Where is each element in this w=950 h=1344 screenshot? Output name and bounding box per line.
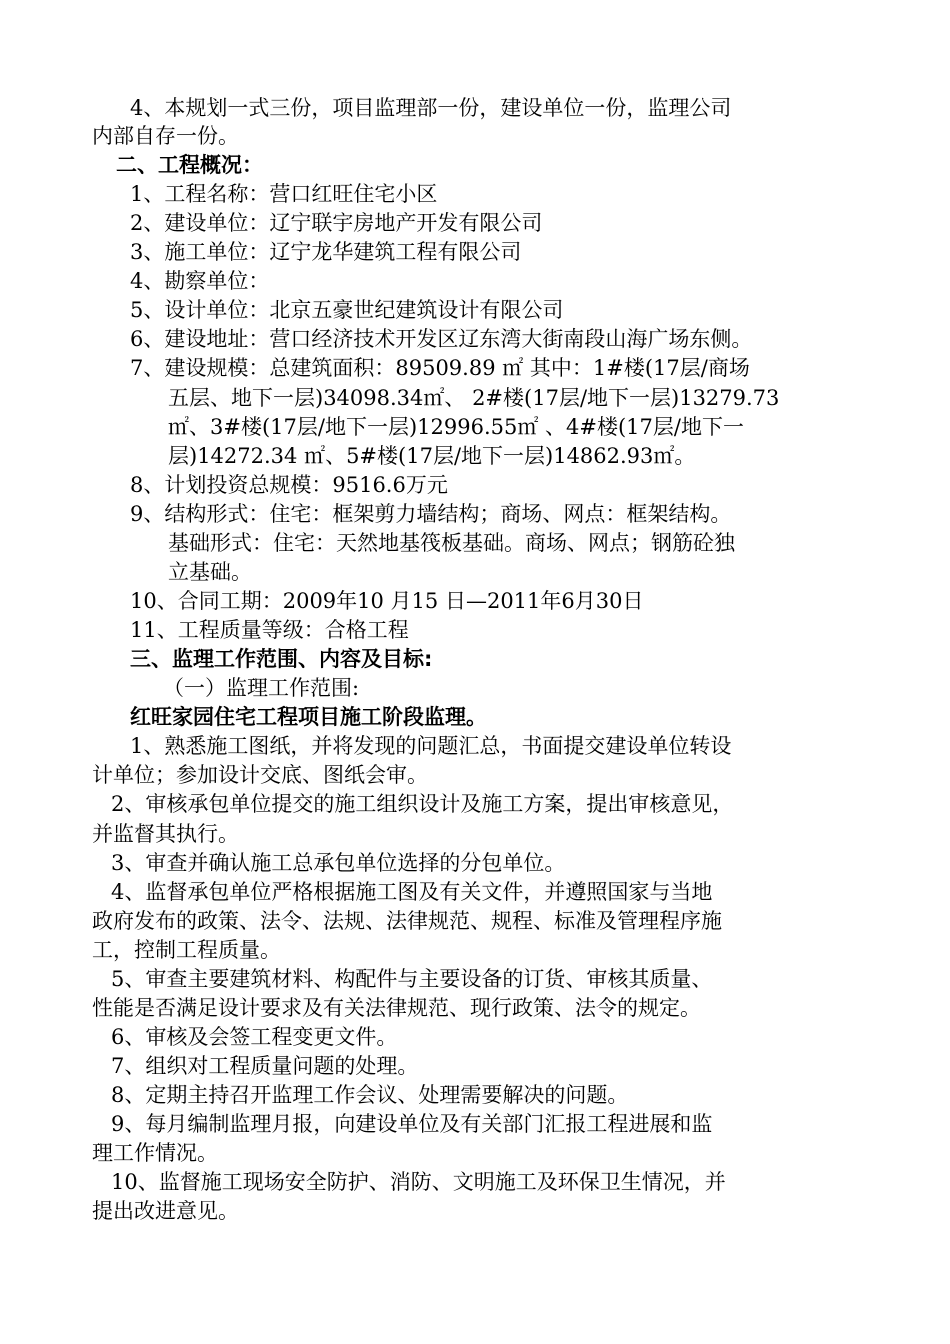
text-line-contractor: 3、施工单位：辽宁龙华建筑工程有限公司 — [130, 240, 522, 264]
text-line-designer: 5、设计单位：北京五豪世纪建筑设计有限公司 — [130, 298, 564, 322]
text-line-item4-a: 4、监督承包单位严格根据施工图及有关文件，并遵照国家与当地 — [111, 880, 713, 904]
text-line-builder: 2、建设单位：辽宁联宇房地产开发有限公司 — [130, 211, 543, 235]
text-line-item1-b: 计单位；参加设计交底、图纸会审。 — [92, 763, 428, 787]
text-line-scale-4: 层)14272.34 ㎡、5#楼(17层/地下一层)14862.93㎡。 — [168, 444, 696, 468]
subheading-scope: （一）监理工作范围: — [163, 676, 360, 700]
text-line-item4-c: 工，控制工程质量。 — [92, 938, 281, 962]
text-line-structure-2: 基础形式：住宅：天然地基筏板基础。商场、网点；钢筋砼独 — [168, 531, 735, 555]
text-line-item5-b: 性能是否满足设计要求及有关法律规范、现行政策、法令的规定。 — [92, 996, 701, 1020]
text-line-1: 4、本规划一式三份，项目监理部一份，建设单位一份，监理公司 — [130, 96, 732, 120]
text-line-item6: 6、审核及会签工程变更文件。 — [111, 1025, 398, 1049]
text-line-item7: 7、组织对工程质量问题的处理。 — [111, 1054, 419, 1078]
text-line-survey: 4、勘察单位： — [130, 269, 270, 293]
text-line-structure-3: 立基础。 — [168, 560, 252, 584]
text-line-address: 6、建设地址：营口经济技术开发区辽东湾大街南段山海广场东侧。 — [130, 327, 753, 351]
text-line-item1-a: 1、熟悉施工图纸，并将发现的问题汇总，书面提交建设单位转设 — [130, 734, 732, 758]
text-line-item3: 3、审查并确认施工总承包单位选择的分包单位。 — [111, 851, 566, 875]
section-heading-scope: 三、监理工作范围、内容及目标: — [130, 647, 433, 671]
text-line-contract-period: 10、合同工期：2009年10 月15 日—2011年6月30日 — [130, 589, 644, 613]
text-line-item8: 8、定期主持召开监理工作会议、处理需要解决的问题。 — [111, 1083, 629, 1107]
text-line-item10-b: 提出改进意见。 — [92, 1199, 239, 1223]
section-heading-overview: 二、工程概况： — [116, 153, 263, 177]
text-line-item10-a: 10、监督施工现场安全防护、消防、文明施工及环保卫生情况，并 — [111, 1170, 726, 1194]
text-line-2: 内部自存一份。 — [92, 124, 239, 148]
text-line-structure-1: 9、结构形式：住宅：框架剪力墙结构；商场、网点：框架结构。 — [130, 502, 732, 526]
text-line-item2-a: 2、审核承包单位提交的施工组织设计及施工方案，提出审核意见， — [111, 792, 734, 816]
text-line-item4-b: 政府发布的政策、法令、法规、法律规范、规程、标准及管理程序施 — [92, 909, 722, 933]
text-line-item2-b: 并监督其执行。 — [92, 822, 239, 846]
text-line-quality-grade: 11、工程质量等级：合格工程 — [130, 618, 409, 642]
text-line-scale-2: 五层、地下一层)34098.34㎡、 2#楼(17层/地下一层)13279.73 — [168, 386, 780, 410]
text-line-scale-1: 7、建设规模：总建筑面积：89509.89 ㎡ 其中：1#楼(17层/商场 — [130, 356, 750, 380]
scope-statement: 红旺家园住宅工程项目施工阶段监理。 — [130, 705, 487, 729]
text-line-project-name: 1、工程名称：营口红旺住宅小区 — [130, 182, 438, 206]
text-line-item9-b: 理工作情况。 — [92, 1141, 218, 1165]
text-line-item9-a: 9、每月编制监理月报，向建设单位及有关部门汇报工程进展和监 — [111, 1112, 713, 1136]
text-line-scale-3: ㎡、3#楼(17层/地下一层)12996.55㎡ 、4#楼(17层/地下一 — [168, 415, 744, 439]
text-line-investment: 8、计划投资总规模：9516.6万元 — [130, 473, 448, 497]
text-line-item5-a: 5、审查主要建筑材料、构配件与主要设备的订货、审核其质量、 — [111, 967, 713, 991]
